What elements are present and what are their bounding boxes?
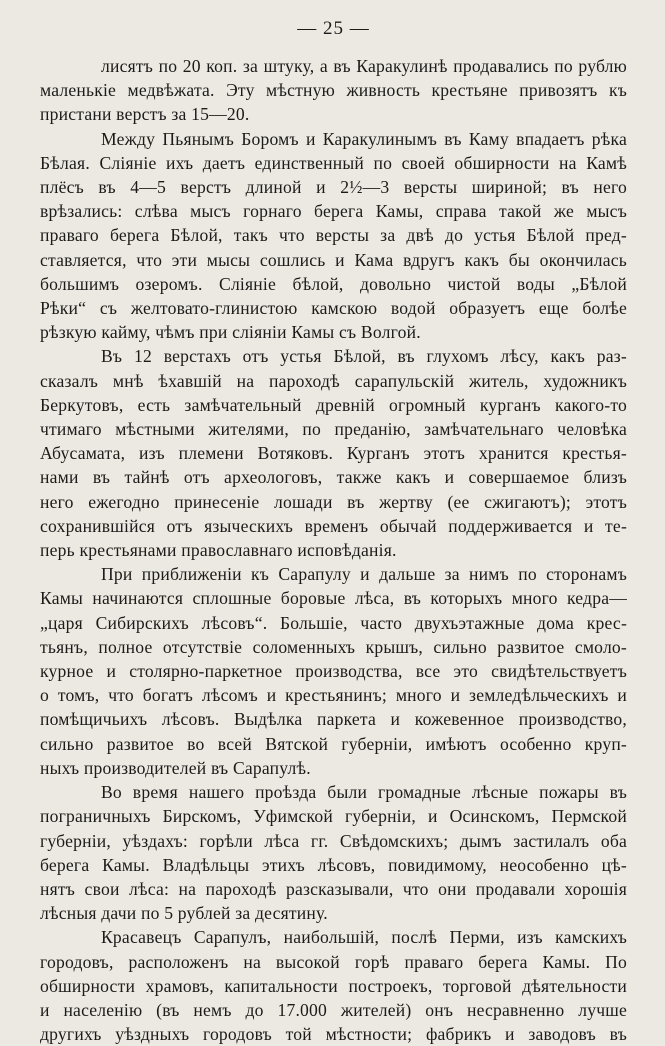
text-line: рѣзкую кайму, чѣмъ при сліяніи Камы съ Волгой. bbox=[40, 322, 421, 343]
text-line: „царя Сибирскихъ лѣсовъ“. Большіе, часто двухъэтажные дома крес- bbox=[40, 612, 627, 633]
text-line: Во время нашего проѣзда были громадные лѣсные пожары въ bbox=[101, 782, 627, 803]
text-line: врѣзались: слѣва мысъ горнаго берега Камы, справа такой же мысъ bbox=[40, 201, 627, 222]
text-line: сохранившійся отъ языческихъ временъ обычай поддерживается и те- bbox=[40, 515, 627, 536]
text-line: Абусамата, изъ племени Вотяковъ. Курганъ этотъ хранится крестья- bbox=[40, 443, 627, 464]
text-line: При приближеніи къ Сарапулу и дальше за нимъ по сторонамъ bbox=[101, 564, 627, 585]
text-line: Рѣки“ съ желтовато-глинистою камскою водой образуетъ еще болѣе bbox=[40, 298, 627, 319]
text-line: пристани верстъ за 15—20. bbox=[40, 104, 250, 125]
text-line: лисятъ по 20 коп. за штуку, а въ Каракулинѣ продавались по рублю bbox=[101, 56, 627, 76]
paragraph bbox=[40, 780, 627, 925]
page-number: — 25 — bbox=[297, 18, 370, 39]
text-line: Беркутовъ, есть замѣчательный древній огромный курганъ какого-то bbox=[40, 394, 627, 415]
text-line: помѣщичьихъ лѣсовъ. Выдѣлка паркета и кожевенное производство, bbox=[40, 709, 627, 730]
paragraph bbox=[40, 925, 627, 1046]
text-line: берега Камы. Владѣльцы этихъ лѣсовъ, повидимому, неособенно цѣ- bbox=[40, 854, 627, 875]
paragraph bbox=[40, 54, 627, 127]
text-line: большимъ озеромъ. Сліяніе бѣлой, довольно чистой воды „Бѣлой bbox=[40, 273, 627, 294]
text-line: перь крестьянами православнаго исповѣданія. bbox=[40, 540, 397, 561]
text-line: плёсъ въ 4—5 верстъ длиной и 2½—3 версты шириной; въ него bbox=[40, 177, 627, 198]
text-line: другихъ уѣздныхъ городовъ той мѣстности; фабрикъ и заводовъ въ bbox=[40, 1024, 627, 1045]
text-line: обширности храмовъ, капитальности построекъ, торговой дѣятельности bbox=[40, 975, 627, 996]
text-line: курное и столярно-паркетное производства, все это свидѣтельствуетъ bbox=[40, 661, 627, 682]
paragraph bbox=[40, 344, 627, 562]
text-line: маленькіе медвѣжата. Эту мѣстную живность крестьяне привозятъ къ bbox=[40, 80, 627, 101]
text-line: тьянъ, полное отсутствіе соломенныхъ крышъ, сильно развитое смоло- bbox=[40, 636, 627, 657]
text-line: ставляется, что эти мысы сошлись и Кама вдругъ какъ бы окончилась bbox=[40, 249, 627, 270]
text-line: сильно развитое во всей Вятской губерніи, имѣютъ особенно круп- bbox=[40, 733, 627, 754]
text-line: нами въ тайнѣ отъ археологовъ, также какъ и совершаемое близъ bbox=[40, 467, 627, 488]
paragraph bbox=[40, 127, 627, 345]
text-line: губерніи, уѣздахъ: горѣли лѣса гг. Свѣдомскихъ; дымъ застилалъ оба bbox=[40, 830, 627, 851]
text-line: лѣсныя дачи по 5 рублей за десятину. bbox=[40, 903, 328, 924]
text-line: сказалъ мнѣ ѣхавшій на пароходѣ сарапульскій житель, художникъ bbox=[40, 370, 627, 391]
text-line: о томъ, что богатъ лѣсомъ и крестьянинъ; много и земледѣльческихъ и bbox=[40, 685, 627, 706]
text-line: чтимаго мѣстными жителями, по преданію, замѣчательнаго человѣка bbox=[40, 419, 627, 440]
text-line: Красавецъ Сарапулъ, наибольшій, послѣ Перми, изъ камскихъ bbox=[101, 927, 627, 948]
text-line: ныхъ производителей въ Сарапулѣ. bbox=[40, 757, 311, 778]
page-text bbox=[40, 54, 627, 1046]
text-line: Между Пьянымъ Боромъ и Каракулинымъ въ Каму впадаетъ рѣка bbox=[101, 128, 627, 149]
text-line: Бѣлая. Сліяніе ихъ даетъ единственный по своей обширности на Камѣ bbox=[40, 152, 627, 173]
text-line: Въ 12 верстахъ отъ устья Бѣлой, въ глухомъ лѣсу, какъ раз- bbox=[101, 346, 627, 367]
text-line: праваго берега Бѣлой, такъ что версты за двѣ до устья Бѣлой пред- bbox=[40, 225, 627, 246]
text-line: Камы начинаются сплошные боровые лѣса, въ которыхъ много кедра— bbox=[40, 588, 627, 609]
text-line: городовъ, расположенъ на высокой горѣ праваго берега Камы. По bbox=[40, 951, 627, 972]
text-line: пограничныхъ Бирскомъ, Уфимской губерніи, и Осинскомъ, Пермской bbox=[40, 806, 627, 827]
text-line: нятъ свои лѣса: на пароходѣ разсказывали, что они продавали хорошія bbox=[40, 878, 627, 899]
text-line: него ежегодно принесеніе лошади въ жертву (ее сжигаютъ); этотъ bbox=[40, 491, 627, 512]
text-line: и населенію (въ немъ до 17.000 жителей) онъ несравненно лучше bbox=[40, 999, 627, 1020]
paragraph bbox=[40, 562, 627, 780]
